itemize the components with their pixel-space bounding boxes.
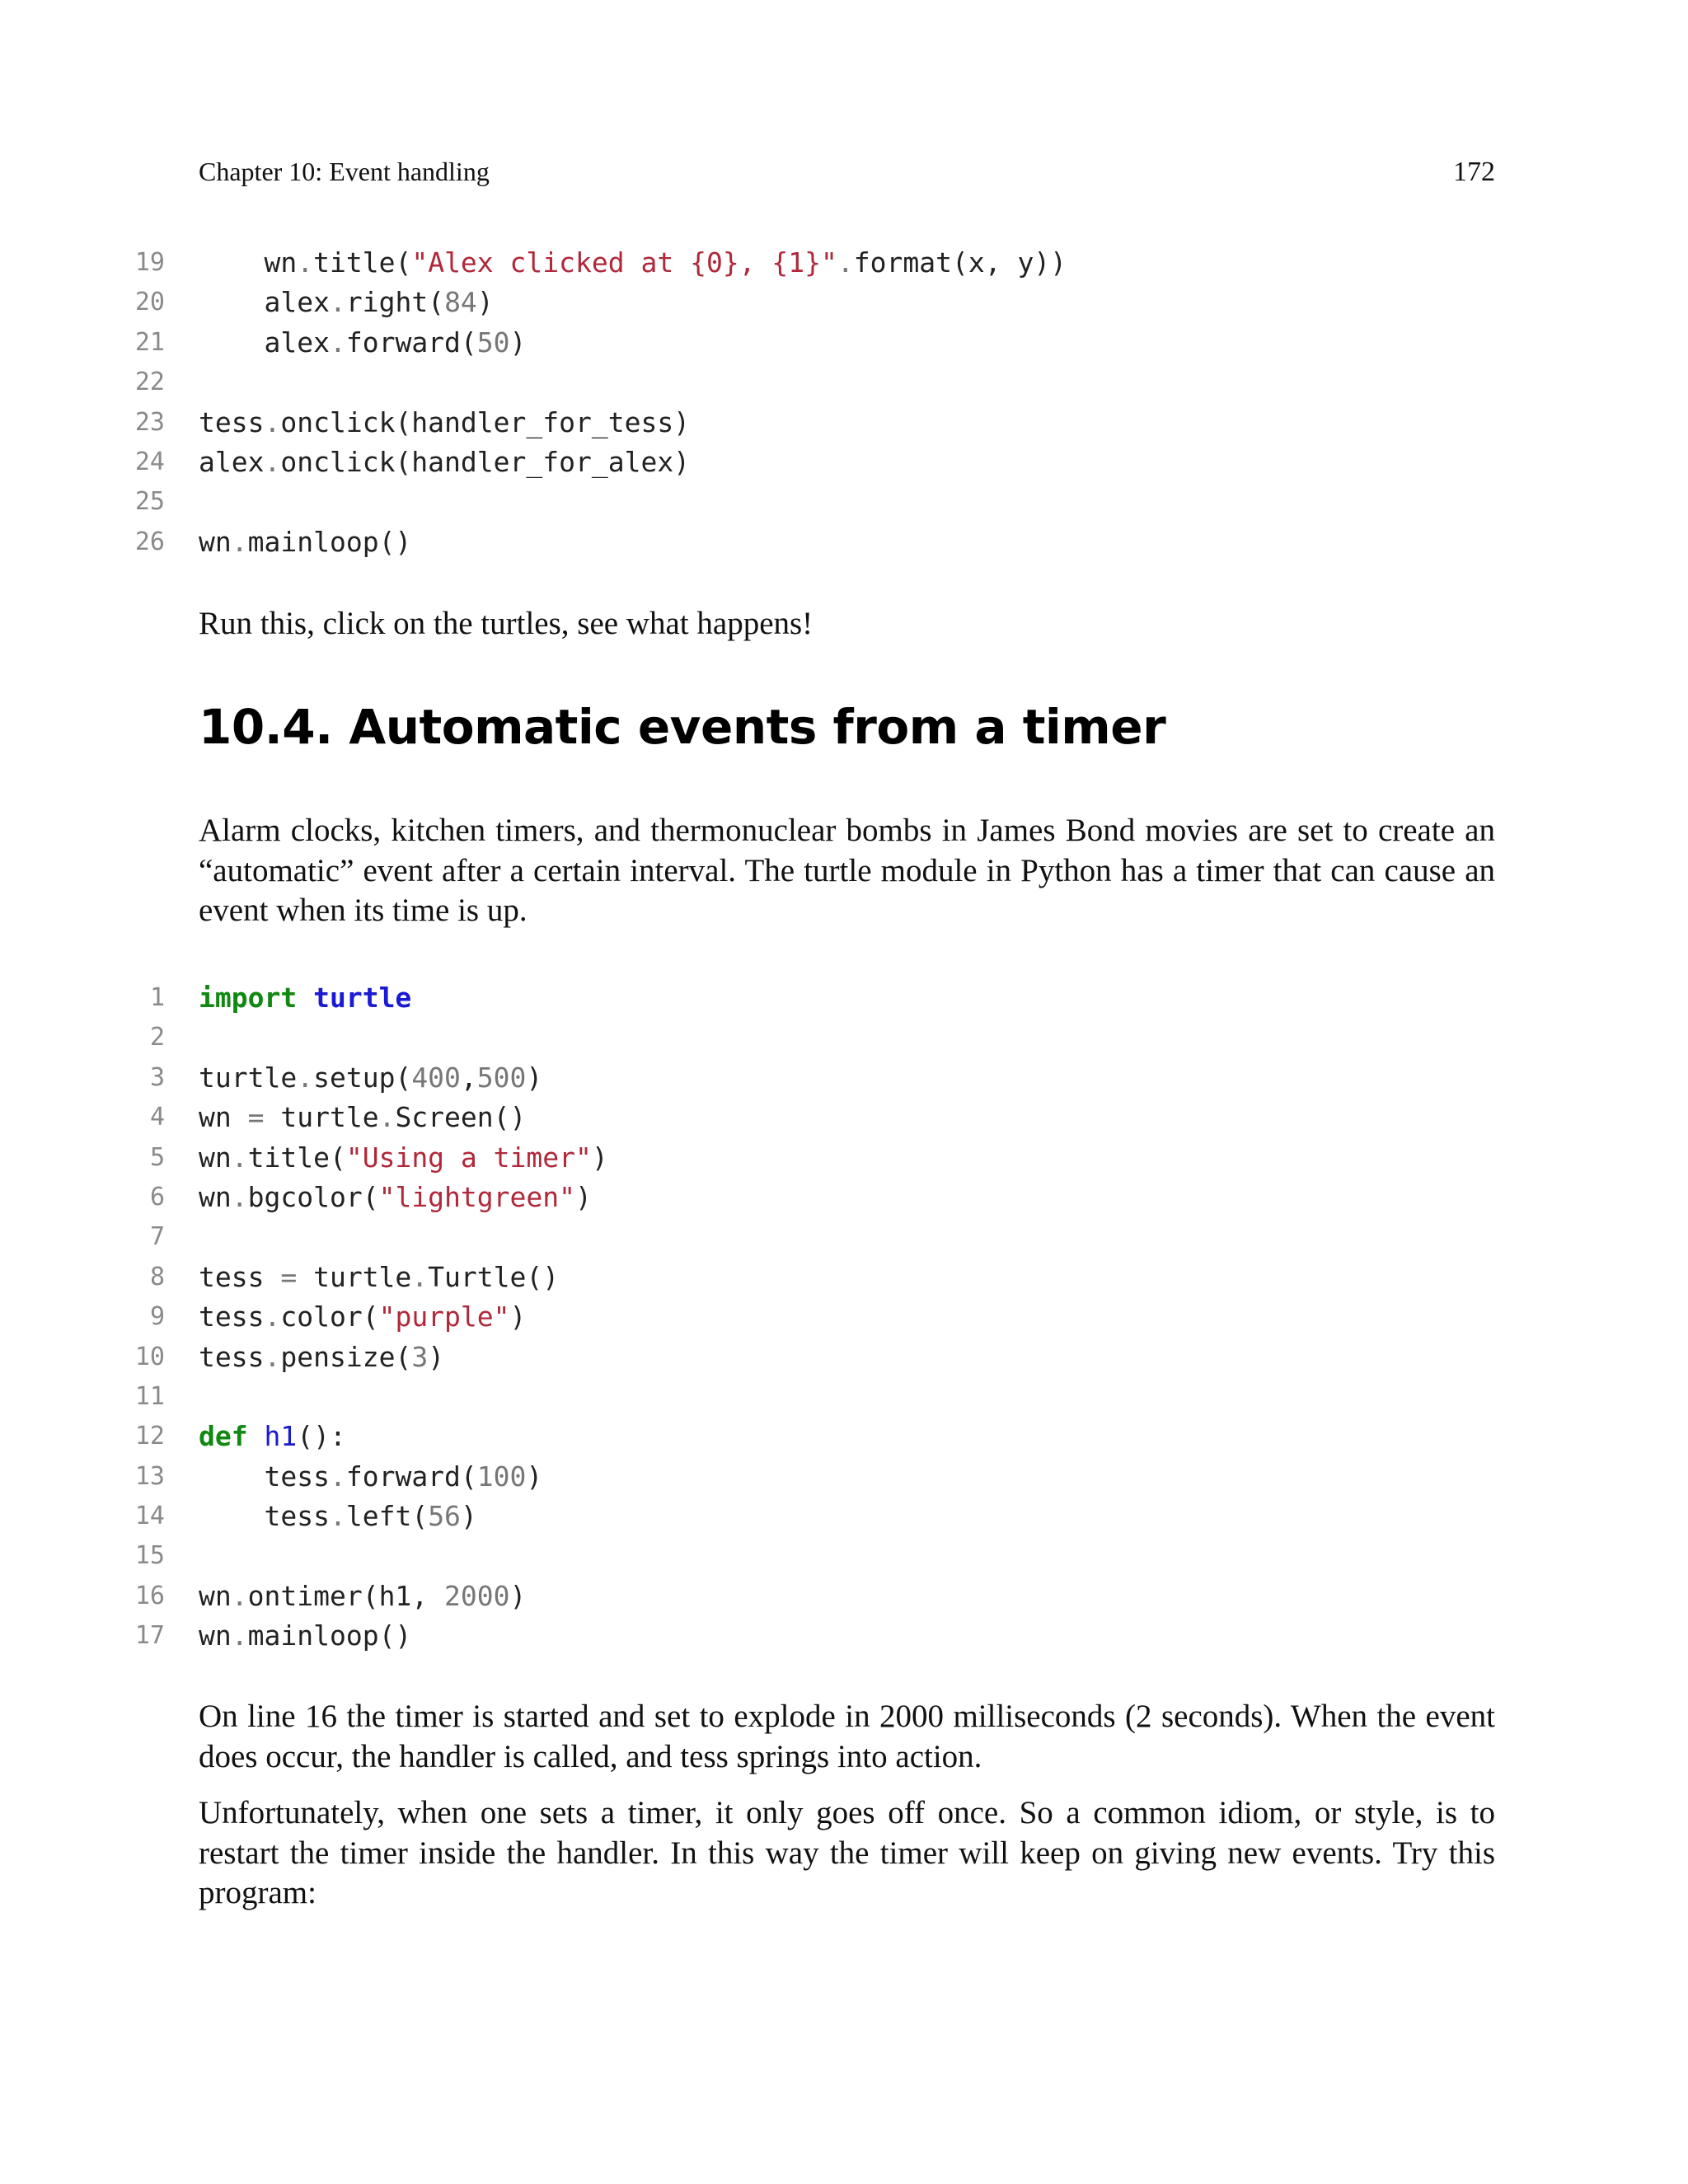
code-token: =	[280, 1260, 298, 1293]
code-text	[199, 978, 411, 1018]
code-text	[199, 1417, 346, 1456]
code-token: mainloop()	[247, 525, 412, 558]
line-number: 26	[134, 527, 165, 556]
code-token: .	[231, 525, 248, 558]
code-token: bgcolor(	[247, 1180, 379, 1213]
line-number: 1	[149, 983, 165, 1012]
code-token: alex	[199, 445, 265, 478]
line-number: 2	[149, 1023, 165, 1052]
code-token: forward(	[345, 1460, 477, 1493]
code-token: 400	[411, 1061, 461, 1094]
code-token: .	[329, 1460, 346, 1493]
code-line	[0, 1018, 1688, 1057]
chapter-title: Chapter 10: Event handling	[199, 157, 490, 186]
code-token: =	[247, 1101, 265, 1134]
code-text	[199, 443, 690, 482]
line-number: 8	[149, 1262, 165, 1291]
code-token: ontimer(h1,	[247, 1579, 445, 1612]
line-number: 10	[134, 1342, 165, 1371]
code-token: .	[264, 405, 281, 438]
code-text	[199, 1297, 526, 1337]
code-text	[199, 243, 1067, 283]
code-token: tess	[264, 1460, 330, 1493]
code-text	[199, 323, 526, 363]
code-token: .	[231, 1180, 248, 1213]
code-line	[0, 1098, 1688, 1137]
code-line	[0, 1616, 1688, 1656]
line-number: 6	[149, 1182, 165, 1212]
code-text	[199, 1457, 542, 1497]
code-text	[199, 403, 690, 443]
paragraph-run-instructions: Run this, click on the turtles, see what happens!	[199, 606, 814, 641]
code-line	[0, 1577, 1688, 1616]
code-token: 56	[428, 1500, 461, 1533]
code-text	[199, 1258, 559, 1297]
code-text	[199, 1178, 592, 1217]
code-token: wn	[199, 1141, 232, 1174]
code-token: tess	[199, 405, 265, 438]
code-token: )	[509, 1579, 527, 1612]
line-number: 11	[134, 1381, 165, 1411]
code-token: right(	[345, 286, 445, 319]
code-token: "Alex clicked at {0}, {1}"	[411, 246, 837, 279]
code-token: 3	[411, 1340, 429, 1373]
code-line	[0, 403, 1688, 443]
code-token: wn	[264, 246, 298, 279]
code-token: 84	[444, 286, 477, 319]
code-token: format(x, y))	[853, 246, 1067, 279]
code-text	[199, 1616, 411, 1656]
code-line	[0, 1178, 1688, 1217]
code-line	[0, 1217, 1688, 1257]
code-text	[199, 1577, 526, 1616]
code-token: .	[837, 246, 854, 279]
code-token: .	[264, 1340, 281, 1373]
code-token: def	[199, 1420, 248, 1453]
code-token: )	[591, 1141, 608, 1174]
code-token	[248, 1420, 265, 1452]
code-text	[199, 1138, 608, 1178]
code-token: turtle	[264, 1101, 379, 1134]
code-token: 500	[476, 1061, 527, 1094]
code-line	[0, 1457, 1688, 1497]
code-line	[0, 978, 1688, 1018]
code-token: .	[231, 1579, 248, 1612]
code-line	[0, 482, 1688, 522]
paragraph-timer-explanation: On line 16 the timer is started and set to explode in 2000 milliseconds (2 seconds). When the event does occur, the handler is called, and tess springs into action.	[199, 1699, 1495, 1774]
code-token: setup(	[313, 1061, 412, 1094]
code-text	[199, 523, 411, 562]
code-token: )	[509, 1301, 527, 1333]
line-number: 13	[134, 1461, 165, 1491]
code-token: Turtle()	[428, 1260, 560, 1293]
code-line	[0, 1058, 1688, 1098]
code-token: wn	[199, 1579, 232, 1612]
line-number: 24	[134, 447, 165, 476]
code-token: "Using a timer"	[345, 1141, 592, 1174]
code-token: tess	[264, 1500, 330, 1533]
code-token: turtle	[313, 982, 412, 1014]
code-text	[199, 1338, 444, 1377]
code-token: turtle	[297, 1260, 412, 1293]
line-number: 15	[134, 1541, 165, 1571]
line-number: 3	[149, 1062, 165, 1092]
code-line	[0, 1417, 1688, 1456]
code-token: left(	[345, 1500, 429, 1533]
line-number: 21	[134, 327, 165, 357]
line-number: 22	[134, 368, 165, 397]
code-line	[0, 1536, 1688, 1576]
code-token: Screen()	[395, 1101, 527, 1134]
line-number: 9	[149, 1302, 165, 1332]
code-line	[0, 363, 1688, 402]
line-number: 23	[134, 407, 165, 437]
code-token: forward(	[345, 326, 477, 359]
code-token: "purple"	[378, 1301, 510, 1333]
code-token: title(	[247, 1141, 346, 1174]
code-token: .	[329, 326, 346, 359]
code-token: tess	[199, 1260, 281, 1293]
paragraph-timer-intro: Alarm clocks, kitchen timers, and thermonuclear bombs in James Bond movies are set to create an “automatic” event after a certain interval. The turtle module in Python has a timer that can cause an event when its time is up.	[199, 813, 1495, 928]
code-token: h1	[264, 1420, 298, 1453]
code-line	[0, 283, 1688, 322]
line-number: 5	[149, 1142, 165, 1172]
code-token: )	[476, 286, 494, 319]
code-token: wn	[199, 1180, 232, 1213]
code-token: wn	[199, 1619, 232, 1652]
line-number: 16	[134, 1581, 165, 1610]
line-number: 17	[134, 1621, 165, 1651]
code-token: .	[411, 1260, 429, 1293]
line-number: 19	[134, 248, 165, 277]
code-block-handlers	[0, 243, 1688, 562]
code-token: ():	[297, 1420, 346, 1453]
code-line	[0, 243, 1688, 283]
code-token: 2000	[444, 1579, 510, 1612]
line-number: 4	[149, 1103, 165, 1132]
paragraph-restart-timer: Unfortunately, when one sets a timer, it only goes off once. So a common idiom, or style, is to restart the timer inside the handler. In this way the timer will keep on giving new events. Try this program:	[199, 1795, 1495, 1910]
code-text	[199, 1098, 526, 1137]
code-line	[0, 1258, 1688, 1297]
line-number: 20	[134, 288, 165, 317]
code-token: )	[428, 1340, 445, 1373]
code-text	[199, 1058, 542, 1098]
line-number: 14	[134, 1502, 165, 1531]
code-token: onclick(handler_for_alex)	[280, 445, 691, 478]
code-token: tess	[199, 1340, 265, 1373]
code-token: )	[509, 326, 527, 359]
code-token: ,	[460, 1061, 477, 1094]
code-token: wn	[199, 525, 232, 558]
code-line	[0, 1377, 1688, 1417]
code-token	[297, 982, 313, 1014]
code-token: "lightgreen"	[378, 1180, 575, 1213]
code-token: turtle	[199, 1061, 298, 1094]
code-token: .	[329, 1500, 346, 1533]
page-header	[199, 157, 1495, 193]
code-block-timer	[0, 978, 1688, 1657]
code-token: 100	[476, 1460, 527, 1493]
code-token: )	[526, 1460, 543, 1493]
code-token: .	[297, 246, 314, 279]
code-token: alex	[264, 326, 330, 359]
section-heading: 10.4. Automatic events from a timer	[199, 699, 1166, 755]
code-token: title(	[313, 246, 412, 279]
code-token: 50	[476, 326, 510, 359]
code-token: )	[575, 1180, 592, 1213]
code-token: .	[264, 1301, 281, 1333]
code-token: )	[526, 1061, 543, 1094]
code-token: import	[199, 982, 298, 1014]
code-token: .	[297, 1061, 314, 1094]
code-token: alex	[264, 286, 330, 319]
code-token: wn	[199, 1101, 248, 1134]
code-token: .	[329, 286, 346, 319]
code-token: .	[231, 1619, 248, 1652]
code-line	[0, 523, 1688, 562]
code-line	[0, 1297, 1688, 1337]
code-token: onclick(handler_for_tess)	[280, 405, 691, 438]
code-token: .	[231, 1141, 248, 1174]
code-line	[0, 443, 1688, 482]
line-number: 7	[149, 1222, 165, 1252]
code-token: tess	[199, 1301, 265, 1333]
code-text	[199, 283, 494, 322]
line-number: 25	[134, 487, 165, 517]
code-token: .	[378, 1101, 396, 1134]
page-number: 172	[1453, 157, 1495, 187]
code-token: .	[264, 445, 281, 478]
line-number: 12	[134, 1422, 165, 1451]
code-line	[0, 1497, 1688, 1536]
code-line	[0, 323, 1688, 363]
code-token: pensize(	[280, 1340, 412, 1373]
code-line	[0, 1138, 1688, 1178]
code-text	[199, 1497, 477, 1536]
code-token: mainloop()	[247, 1619, 412, 1652]
code-token: color(	[280, 1301, 379, 1333]
code-token: )	[460, 1500, 477, 1533]
code-line	[0, 1338, 1688, 1377]
